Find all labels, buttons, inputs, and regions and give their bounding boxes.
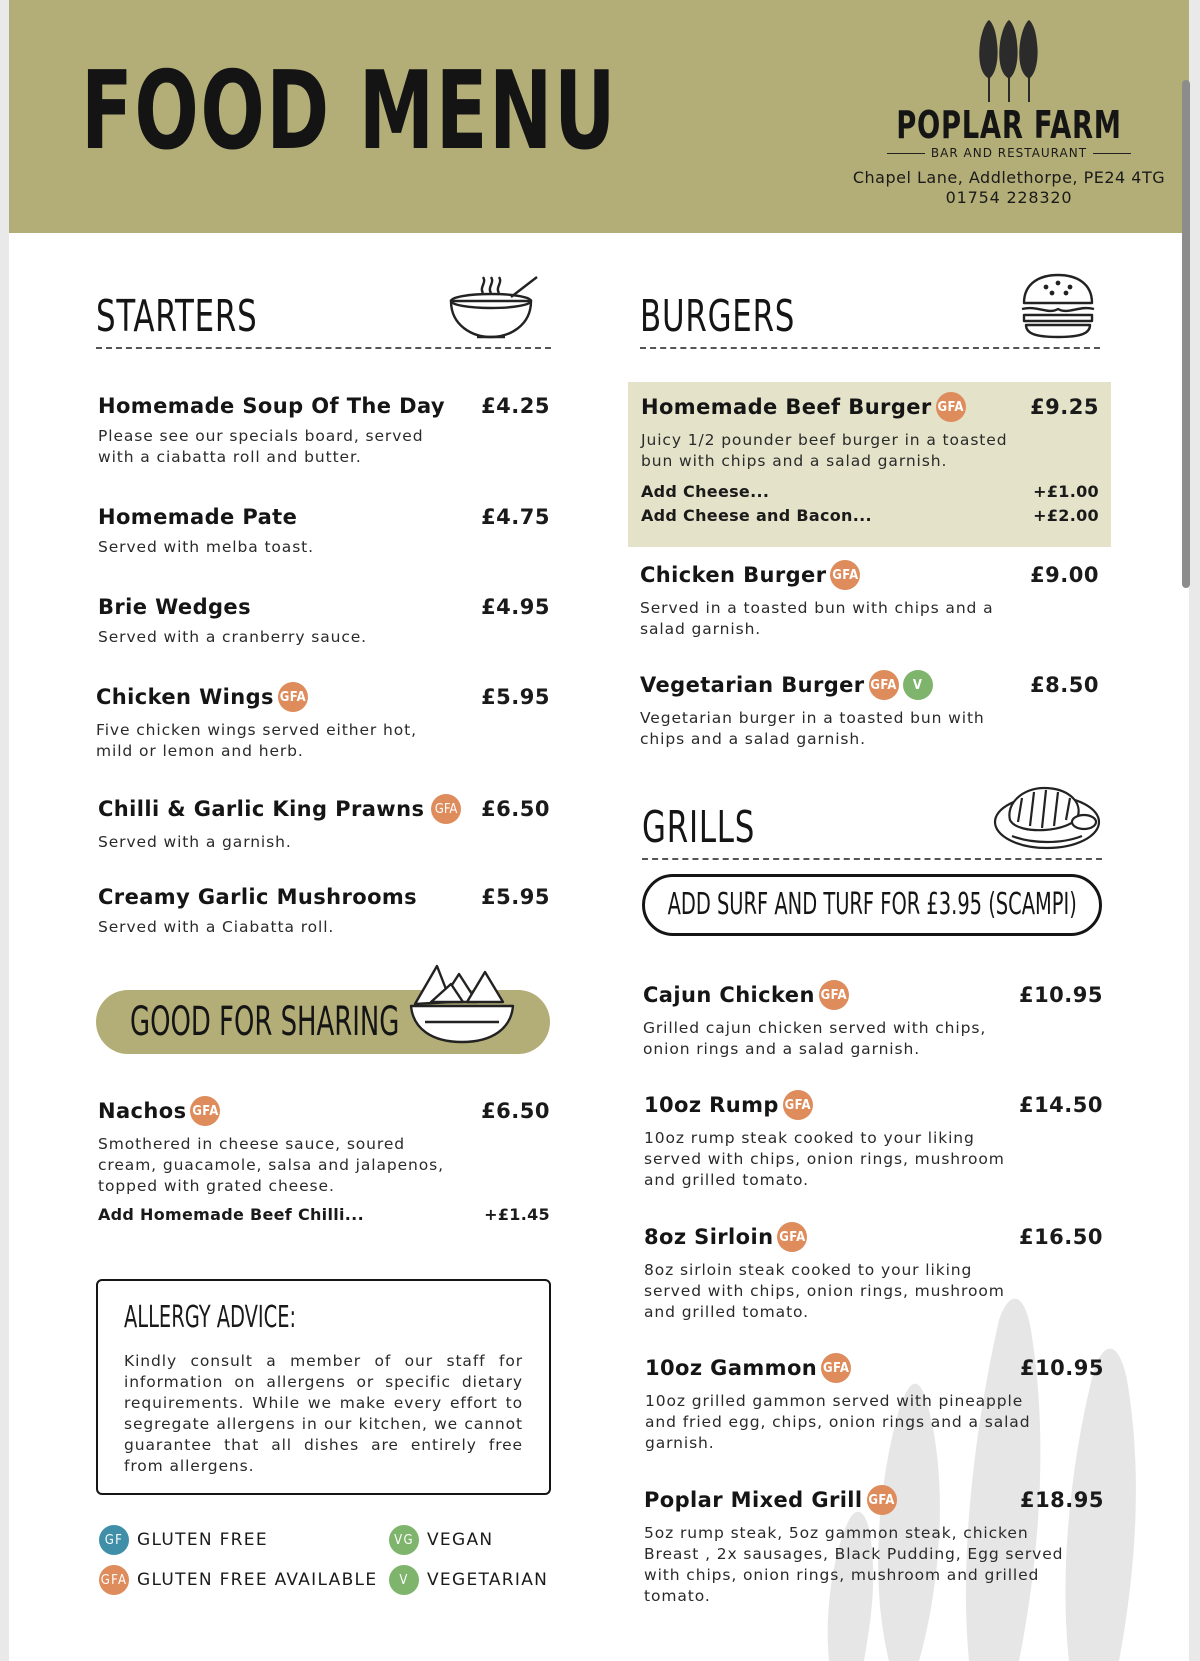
allergy-text: Kindly consult a member of our staff for information on allergens or specific dietary requirements. While we make every effort to segregate allergens in our kitchen, we cannot guarantee that all dishes are entirely free from allergens. xyxy=(124,1352,523,1475)
gfa-badge: GFA xyxy=(869,670,899,700)
legend-label: VEGETARIAN xyxy=(427,1570,549,1590)
sharing-title: GOOD FOR SHARING xyxy=(130,999,400,1045)
poplar-farm-logo xyxy=(844,18,1174,218)
item-price: £8.50 xyxy=(1030,673,1099,697)
item-description: Smothered in cheese sauce, soured cream, guacamole, salsa and jalapenos, topped with grated cheese. xyxy=(98,1135,444,1195)
item-description: 10oz rump steak cooked to your liking served with chips, onion rings, mushroom and grilled tomato. xyxy=(644,1129,1005,1189)
legend-vegan xyxy=(389,1525,493,1555)
allergy-title: ALLERGY ADVICE: xyxy=(124,1300,297,1335)
item-price: £6.50 xyxy=(481,1099,550,1123)
item-price: £9.25 xyxy=(1030,395,1099,419)
item-name: Nachos GFA xyxy=(98,1096,220,1126)
item-price: £4.25 xyxy=(481,394,550,418)
item-description: Served with melba toast. xyxy=(98,538,314,556)
burger-icon xyxy=(1018,271,1098,341)
gfa-badge: GFA xyxy=(777,1222,807,1252)
starter-item xyxy=(98,794,550,853)
legend-label: GLUTEN FREE xyxy=(137,1530,268,1550)
grill-item xyxy=(644,1485,1104,1607)
starter-item xyxy=(98,595,550,648)
item-description: Served with a cranberry sauce. xyxy=(98,628,368,646)
grills-heading xyxy=(642,780,1102,860)
sharing-item xyxy=(98,1096,550,1224)
item-description: Please see our specials board, served with a ciabatta roll and butter. xyxy=(98,427,424,466)
addon-label: Add Cheese and Bacon... xyxy=(641,506,872,525)
menu-title: FOOD MENU xyxy=(81,49,618,174)
gfa-badge: GFA xyxy=(431,794,461,824)
gfa-badge: GFA xyxy=(190,1096,220,1126)
item-name: Chicken Burger GFA xyxy=(640,560,860,590)
burger-item xyxy=(640,560,1099,640)
item-price: £10.95 xyxy=(1018,983,1103,1007)
restaurant-phone: 01754 228320 xyxy=(945,188,1073,207)
gfa-badge: GFA xyxy=(821,1353,851,1383)
starter-item xyxy=(96,682,550,762)
item-price: £6.50 xyxy=(481,797,550,821)
allergy-advice-box xyxy=(96,1279,551,1495)
gfa-badge: GFA xyxy=(819,980,849,1010)
grill-item xyxy=(645,1353,1104,1454)
legend-vegetarian xyxy=(389,1565,548,1595)
item-name: Chicken Wings GFA xyxy=(96,682,308,712)
v-badge: V xyxy=(903,670,933,700)
grill-item xyxy=(644,1222,1103,1323)
item-price: £14.50 xyxy=(1018,1093,1103,1117)
legend-gluten-free-available xyxy=(99,1565,377,1595)
item-price: £10.95 xyxy=(1019,1356,1104,1380)
starters-heading xyxy=(96,266,551,349)
addon-label: Add Homemade Beef Chilli... xyxy=(98,1205,364,1224)
item-name: 8oz Sirloin GFA xyxy=(644,1222,807,1252)
starter-item xyxy=(98,394,550,468)
item-description: Served with a Ciabatta roll. xyxy=(98,918,335,936)
legend-label: VEGAN xyxy=(427,1530,494,1550)
logo-name: POPLAR FARM xyxy=(896,103,1122,147)
nachos-bowl-icon xyxy=(407,962,517,1046)
menu-page xyxy=(9,0,1189,1661)
logo-subtitle: BAR AND RESTAURANT xyxy=(930,146,1088,160)
item-name: 10oz Rump GFA xyxy=(644,1090,813,1120)
item-description: 10oz grilled gammon served with pineapple and fried egg, chips, onion rings and a salad garnish. xyxy=(645,1392,1031,1452)
item-name: Poplar Mixed Grill GFA xyxy=(644,1485,897,1515)
item-name: Homemade Soup Of The Day xyxy=(98,394,445,418)
item-name: Homemade Pate xyxy=(98,505,298,529)
item-price: £16.50 xyxy=(1018,1225,1103,1249)
restaurant-address: Chapel Lane, Addlethorpe, PE24 4TG xyxy=(852,168,1166,187)
legend-gluten-free xyxy=(99,1525,268,1555)
vertical-scrollbar[interactable] xyxy=(1182,80,1190,588)
item-price: £9.00 xyxy=(1030,563,1099,587)
starter-item xyxy=(98,885,550,938)
surf-turf-banner xyxy=(642,874,1102,936)
item-description: Grilled cajun chicken served with chips, onion rings and a salad garnish. xyxy=(643,1019,987,1058)
legend-label: GLUTEN FREE AVAILABLE xyxy=(137,1570,378,1590)
addon-price: +£2.00 xyxy=(1033,506,1099,525)
gfa-badge: GFA xyxy=(278,682,308,712)
item-name: Cajun Chicken GFA xyxy=(643,980,849,1010)
gfa-badge: GFA xyxy=(936,392,966,422)
addon-row xyxy=(641,482,1099,501)
addon-price: +£1.00 xyxy=(1033,482,1099,501)
gfa-badge: GFA xyxy=(99,1565,129,1595)
gfa-badge: GFA xyxy=(867,1485,897,1515)
grills-title: GRILLS xyxy=(642,802,756,853)
item-name: Creamy Garlic Mushrooms xyxy=(98,885,418,909)
item-price: £4.95 xyxy=(481,595,550,619)
addon-row xyxy=(98,1205,550,1224)
burgers-title: BURGERS xyxy=(640,291,796,342)
v-badge: V xyxy=(389,1565,419,1595)
burger-item xyxy=(640,670,1099,750)
poplar-trees-icon xyxy=(974,18,1044,104)
burgers-heading xyxy=(640,266,1100,349)
burger-item xyxy=(641,392,1099,525)
item-name: 10oz Gammon GFA xyxy=(645,1353,851,1383)
gfa-badge: GFA xyxy=(830,560,860,590)
vg-badge: VG xyxy=(389,1525,419,1555)
item-description: Served in a toasted bun with chips and a salad garnish. xyxy=(640,599,994,638)
item-description: Vegetarian burger in a toasted bun with chips and a salad garnish. xyxy=(640,709,985,748)
addon-row xyxy=(641,506,1099,525)
item-description: Served with a garnish. xyxy=(98,833,292,851)
item-name: Homemade Beef Burger GFA xyxy=(641,392,966,422)
item-description: 5oz rump steak, 5oz gammon steak, chicken Breast , 2x sausages, Black Pudding, Egg served with chips, onion rings, mushroom and grilled tomato. xyxy=(644,1524,1064,1605)
item-name: Chilli & Garlic King Prawns xyxy=(98,797,425,821)
menu-header xyxy=(9,0,1189,233)
item-name: Vegetarian Burger GFA V xyxy=(640,670,933,700)
item-price: £5.95 xyxy=(481,685,550,709)
grill-item xyxy=(644,1090,1103,1191)
gfa-badge: GFA xyxy=(783,1090,813,1120)
item-price: £18.95 xyxy=(1019,1488,1104,1512)
addon-label: Add Cheese... xyxy=(641,482,770,501)
item-price: £4.75 xyxy=(481,505,550,529)
item-price: £5.95 xyxy=(481,885,550,909)
item-description: Juicy 1/2 pounder beef burger in a toasted bun with chips and a salad garnish. xyxy=(641,431,1008,470)
starter-item xyxy=(98,505,550,558)
grill-platter-icon xyxy=(992,780,1102,852)
item-description: Five chicken wings served either hot, mild or lemon and herb. xyxy=(96,721,417,760)
addon-price: +£1.45 xyxy=(484,1205,550,1224)
item-description: 8oz sirloin steak cooked to your liking served with chips, onion rings, mushroom and grilled tomato. xyxy=(644,1261,1005,1321)
gf-badge: GF xyxy=(99,1525,129,1555)
soup-bowl-icon xyxy=(445,271,541,341)
grill-item xyxy=(643,980,1103,1060)
item-name: Brie Wedges xyxy=(98,595,251,619)
surf-turf-text: ADD SURF AND TURF FOR £3.95 (SCAMPI) xyxy=(667,887,1077,922)
starters-title: STARTERS xyxy=(96,291,258,342)
